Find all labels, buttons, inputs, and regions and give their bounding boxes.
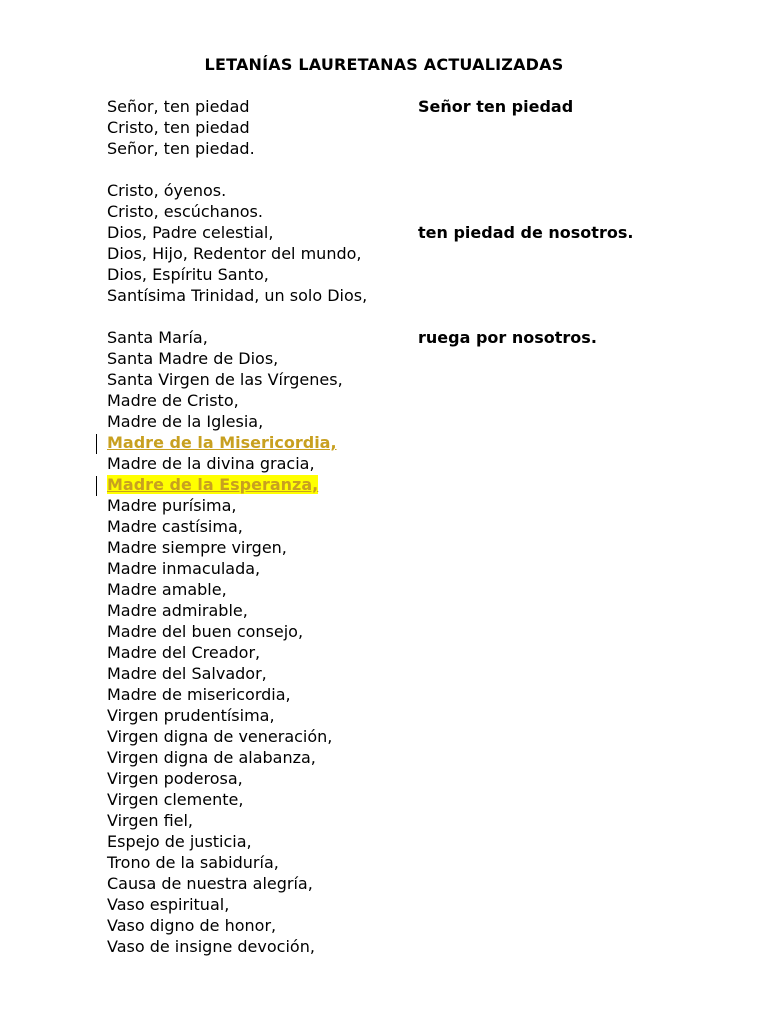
document-title: LETANÍAS LAURETANAS ACTUALIZADAS — [204, 55, 564, 74]
invocation-line: Madre del buen consejo, — [107, 622, 304, 641]
revision-change-bar — [96, 434, 97, 454]
invocation-line: Madre del Salvador, — [107, 664, 267, 683]
invocation-line: Señor, ten piedad. — [107, 139, 255, 158]
invocation-line: Santísima Trinidad, un solo Dios, — [107, 286, 368, 305]
invocation-line: Cristo, óyenos. — [107, 181, 227, 200]
revision-change-bar — [96, 476, 97, 496]
invocation-line: Madre admirable, — [107, 601, 248, 620]
response-text: ten piedad de nosotros. — [418, 223, 634, 242]
invocation-line: Madre amable, — [107, 580, 227, 599]
invocation-line: Madre del Creador, — [107, 643, 261, 662]
invocations-column — [107, 96, 407, 957]
invocation-line: Dios, Espíritu Santo, — [107, 265, 269, 284]
invocation-line: Madre siempre virgen, — [107, 538, 287, 557]
highlighted-inserted-text: Madre de la Esperanza, — [107, 475, 319, 494]
invocation-line: Madre de la Iglesia, — [107, 412, 264, 431]
invocation-line: Vaso digno de honor, — [107, 916, 277, 935]
invocation-line: Vaso espiritual, — [107, 895, 230, 914]
invocation-line: Madre inmaculada, — [107, 559, 261, 578]
invocation-line: Vaso de insigne devoción, — [107, 937, 315, 956]
invocation-line: Santa Madre de Dios, — [107, 349, 279, 368]
invocation-line: Virgen fiel, — [107, 811, 194, 830]
invocation-line: Dios, Hijo, Redentor del mundo, — [107, 244, 362, 263]
invocation-line: Virgen poderosa, — [107, 769, 243, 788]
invocation-line: Cristo, escúchanos. — [107, 202, 263, 221]
invocation-line-inserted — [107, 474, 407, 495]
invocation-line: Virgen prudentísima, — [107, 706, 275, 725]
invocation-line: Santa Virgen de las Vírgenes, — [107, 370, 343, 389]
response-text: Señor ten piedad — [418, 97, 574, 116]
invocation-line: Madre de Cristo, — [107, 391, 239, 410]
invocation-line: Santa María, — [107, 328, 208, 347]
inserted-text: Madre de la Misericordia, — [107, 433, 337, 452]
invocation-line: Virgen digna de alabanza, — [107, 748, 316, 767]
invocation-line: Madre de misericordia, — [107, 685, 291, 704]
blank-line — [107, 159, 407, 180]
invocation-line: Señor, ten piedad — [107, 97, 250, 116]
invocation-line: Virgen clemente, — [107, 790, 244, 809]
invocation-line: Causa de nuestra alegría, — [107, 874, 313, 893]
invocation-line: Madre purísima, — [107, 496, 237, 515]
blank-line — [107, 306, 407, 327]
invocation-line: Madre de la divina gracia, — [107, 454, 315, 473]
invocation-line: Espejo de justicia, — [107, 832, 252, 851]
invocation-line: Madre castísima, — [107, 517, 243, 536]
invocation-line: Virgen digna de veneración, — [107, 727, 333, 746]
invocation-line-inserted — [107, 432, 407, 453]
invocation-line: Dios, Padre celestial, — [107, 223, 274, 242]
response-text: ruega por nosotros. — [418, 328, 597, 347]
invocation-line: Trono de la sabiduría, — [107, 853, 279, 872]
invocation-line: Cristo, ten piedad — [107, 118, 250, 137]
